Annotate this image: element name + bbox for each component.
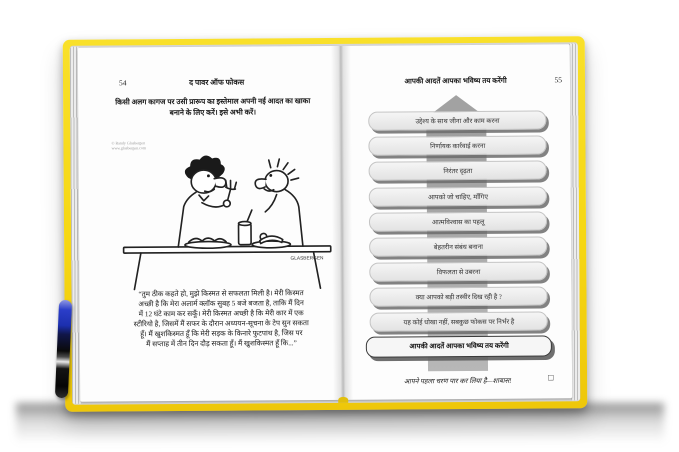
caption-line: में 12 घंटे काम कर सकूँ। मेरी किस्मत अच्छी है कि मेरी कार में एक [138,309,304,319]
flow-box: बेहतरीन संबंध बनाना [369,236,547,256]
flow-box: आपको जो चाहिए, माँगिए [369,186,547,206]
cartoon-credit [111,140,146,150]
flow-box: क्या आपको बड़ी तस्वीर दिख रही है ? [370,286,548,306]
flow-box-final: आपकी आदतें आपका भविष्य तय करेंगी [366,335,552,357]
intro-line: किसी अलग कागज पर उसी प्रारूप का इस्तेमाल अपनी नई आदत का खाका [115,96,311,107]
cartoon-drink-cup [238,210,252,245]
footer-note: आपने पहला चरण पार कर लिया है—शाबास! [403,377,512,386]
center-fold [331,46,353,400]
page-spread [78,44,572,401]
flow-box: आत्मविश्वास का पहलू [369,211,547,231]
cartoon-left-diner [178,155,237,248]
running-header-right: आपकी आदतें आपका भविष्य तय करेंगी [404,76,507,86]
credit-line: www.glasbergen.com [111,145,147,151]
flow-box: विफलता से उबरना [369,261,547,281]
end-of-section-mark: □ [547,373,555,382]
intro-line: बनाने के लिए करें। इसे अभी करें। [169,107,257,118]
flow-box: निर्णायक कार्रवाई करना [369,135,547,155]
cartoon-table [124,246,331,290]
caption-line: मैं सप्ताह में तीन दिन दौड़ सकता हूँ। मैं खुशकिस्मत हूँ कि...” [146,339,297,349]
right-page [341,44,572,400]
credit-line: © Randy Glasbergen [111,140,146,146]
cartoon-caption [103,288,339,350]
running-header-left: द पावर ऑफ फोकस [189,77,245,87]
left-page [78,46,344,402]
cartoon-right-diner [251,159,302,248]
page-number-right: 55 [554,75,563,85]
spine-notch [338,397,348,403]
open-book [63,36,588,412]
page-number-left: 54 [118,78,127,88]
cartoonist-signature: GLASBERGEN [290,256,324,262]
flow-box: निरंतर दृढ़ता [369,160,547,180]
intro-paragraph [90,95,335,119]
flow-box: उद्देश्य के साथ जीना और काम करना [368,110,546,130]
caption-line: अच्छी है कि मेरा अलार्म क्लॉक सुबह 5 बजे बजता है, ताकि मैं दिन [138,299,304,309]
caption-line: हूँ। मैं खुशकिस्मत हूँ कि मेरी सड़क के किनारे फुटपाथ है, जिस पर [140,329,303,339]
caption-line: “तुम ठीक कहते हो, मुझे किस्मत से सफलता मिली है। मेरी किस्मत [138,289,304,299]
flow-box: यह कोई धोखा नहीं, सबकुछ फोकस पर निर्भर है [370,311,548,331]
dining-cartoon-illustration [118,152,337,294]
caption-line: स्टीरियो है, जिसमें मैं सफर के दौरान अध्ययन-सूचना के टेप सुन सकता [133,319,309,329]
